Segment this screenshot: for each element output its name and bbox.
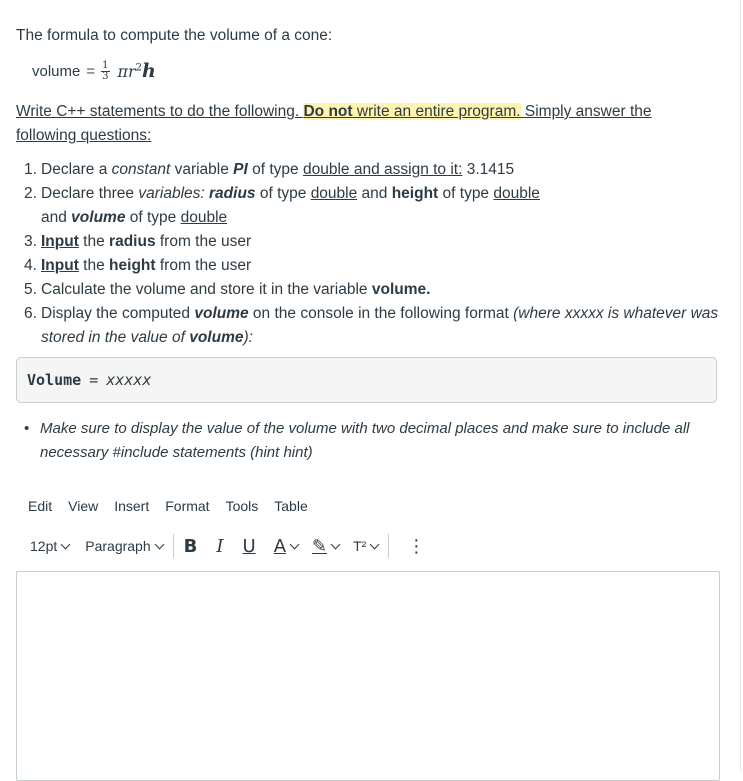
instructions-part1: Write C++ statements to do the following. — [16, 103, 304, 120]
chevron-down-icon — [61, 539, 71, 549]
list-item: 5. Calculate the volume and store it in the variable volume. — [24, 281, 431, 298]
superscript-button[interactable] — [353, 538, 378, 554]
font-size-select[interactable]: 12pt — [30, 538, 69, 554]
list-item: 6. Display the computed volume on the console in the following format (where xxxxx is whatever was — [24, 305, 719, 322]
instructions-part4: Simply answer the following questions: — [16, 103, 652, 144]
menu-table[interactable]: Table — [274, 498, 308, 514]
code-value: xxxxx — [106, 371, 152, 389]
formula-expression — [118, 60, 156, 82]
code-equals: = — [89, 371, 99, 389]
code-block — [16, 357, 717, 403]
menu-view[interactable]: View — [68, 498, 99, 514]
list-item: 2. Declare three variables: radius of type double and height of type double — [24, 185, 540, 202]
text-color-button[interactable] — [274, 536, 298, 557]
bold-button[interactable]: B — [183, 535, 198, 557]
list-item: 1. Declare a constant variable PI of type double and assign to it: 3.1415 — [24, 161, 515, 178]
instructions — [16, 100, 706, 148]
fraction-numerator: 1 — [102, 59, 109, 71]
highlighter-icon: ✎ — [312, 535, 328, 557]
list-item: 4. Input the height from the user — [24, 257, 252, 274]
cone-volume-formula — [32, 60, 156, 82]
radius-symbol: r — [128, 62, 136, 81]
formula-label: volume — [32, 62, 81, 80]
text-color-icon: A — [273, 535, 287, 557]
list-item-continuation: stored in the value of volume): — [41, 329, 253, 346]
editor-menubar — [28, 498, 308, 514]
chevron-down-icon — [154, 539, 164, 549]
chevron-down-icon — [331, 539, 341, 549]
code-keyword: Volume — [27, 371, 82, 389]
toolbar-divider — [173, 534, 174, 558]
height-symbol: h — [142, 60, 156, 82]
note-bullet — [24, 417, 704, 465]
bullet-icon: • — [24, 420, 30, 437]
underline-button[interactable]: U — [242, 535, 256, 557]
more-options-icon[interactable]: ⋮ — [407, 535, 426, 557]
editor-toolbar — [30, 534, 425, 558]
superscript-icon: T² — [353, 538, 367, 554]
formula-equals: = — [86, 62, 96, 80]
note-text: Make sure to display the value of the volume with two decimal places and make sure to include all necessary #include statements (hint hint) — [40, 420, 690, 461]
exponent: 2 — [135, 62, 143, 74]
chevron-down-icon — [290, 539, 300, 549]
toolbar-divider — [388, 534, 389, 558]
menu-tools[interactable]: Tools — [225, 498, 259, 514]
rich-text-editor[interactable] — [16, 571, 720, 781]
formula-fraction — [101, 61, 109, 82]
page-divider — [740, 0, 741, 771]
menu-edit[interactable]: Edit — [28, 498, 53, 514]
instructions-do-not: Do not — [303, 103, 353, 120]
block-format-select[interactable]: Paragraph — [85, 538, 162, 554]
pi-symbol: π — [117, 62, 129, 81]
fraction-denominator: 3 — [102, 70, 109, 82]
menu-format[interactable]: Format — [165, 498, 210, 514]
instructions-part3: write an entire program. — [352, 103, 521, 120]
italic-button[interactable]: I — [216, 535, 224, 557]
list-item: 3. Input the radius from the user — [24, 233, 252, 250]
list-item-continuation: and volume of type double — [41, 209, 228, 226]
chevron-down-icon — [370, 539, 380, 549]
menu-insert[interactable]: Insert — [114, 498, 150, 514]
formula-intro: The formula to compute the volume of a cone: — [16, 27, 333, 44]
highlight-color-button[interactable] — [312, 536, 339, 557]
steps-list — [24, 158, 724, 350]
